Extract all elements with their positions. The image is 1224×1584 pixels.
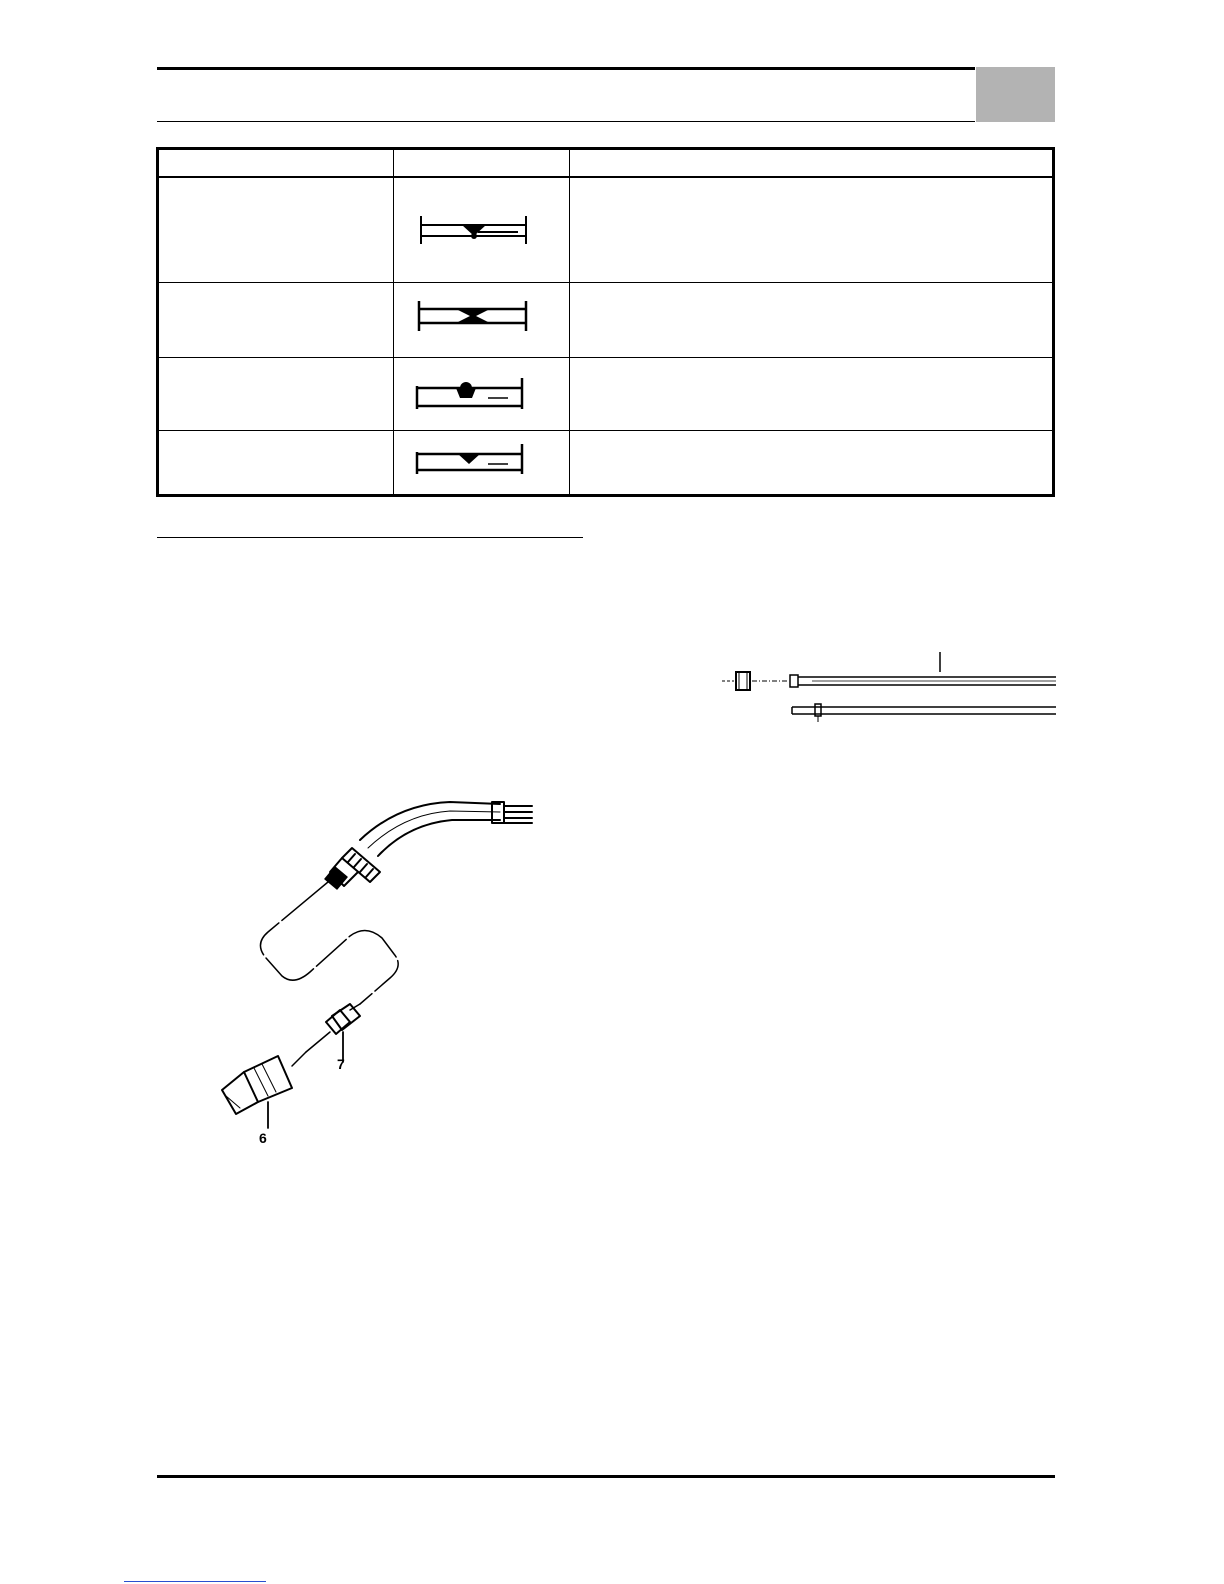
section-rule (157, 537, 583, 538)
table-col-divider (569, 150, 570, 494)
callout-nozzle: 6 (259, 1130, 267, 1146)
header-rule-thin (157, 121, 975, 122)
torch-neck-exploded-illustration (210, 790, 550, 1130)
table-row-divider (159, 430, 1052, 431)
table-row-divider (159, 282, 1052, 283)
table-col-divider (393, 150, 394, 494)
footer-rule (157, 1475, 1055, 1478)
table-row-divider (159, 357, 1052, 358)
weld-symbol-1-icon (418, 212, 530, 248)
chapter-tab (976, 67, 1055, 122)
header-rule (157, 67, 975, 70)
table-header-divider (159, 176, 1052, 178)
weld-symbol-2-icon (416, 298, 530, 334)
wire-liner-illustration (722, 650, 1056, 722)
footer-link-underline[interactable] (124, 1581, 266, 1582)
weld-symbol-table (156, 147, 1055, 497)
callout-contact-tip: 7 (337, 1056, 345, 1072)
weld-symbol-4-icon (414, 440, 528, 476)
weld-symbol-3-icon (414, 376, 528, 412)
